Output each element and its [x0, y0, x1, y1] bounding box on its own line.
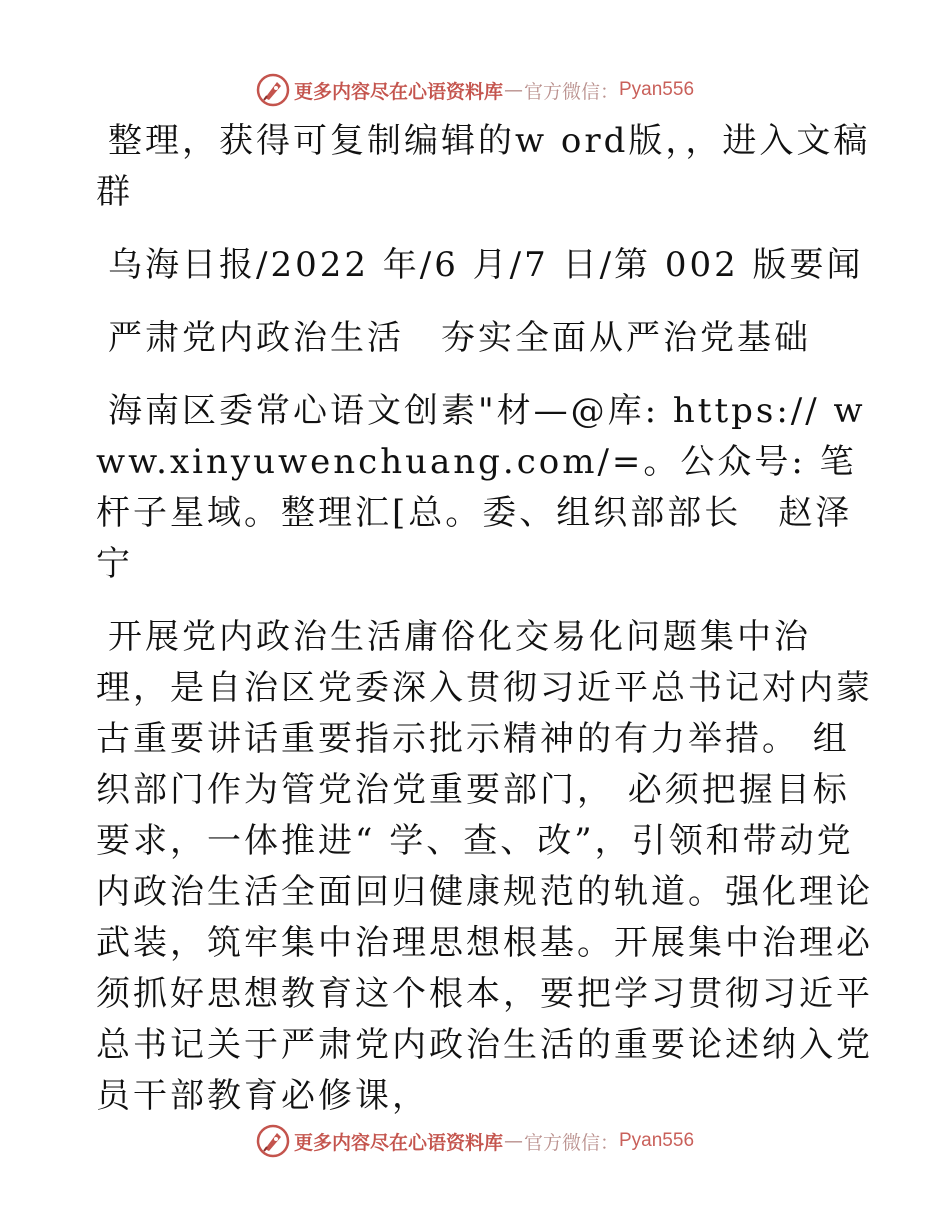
banner-separator: — [503, 79, 523, 101]
article-byline: 海南区委常心语文创素"材—@库: https:// www.xinyuwenchuang.com/=。公众号: 笔杆子星域。整理汇[总。委、组织部部长 赵泽宁 [96, 391, 866, 584]
banner-wechat-account: Pyan556 [619, 1130, 695, 1151]
article-body-paragraph: 开展党内政治生活庸俗化交易化问题集中治理，是自治区党委深入贯彻习近平总书记对内蒙古重要讲话重要指示批示精神的有力举措。 组织部门作为管党治党重要部门， 必须把握目标要求，一体推进“ 学、查、改”，引领和带动党内政治生活全面回归健康规范的轨道。强化理论武装，筑牢集中治理思想根基。开展集中治理必须抓好思想教育这个根本，要把学习贯彻习近平总书记关于严肃党内政治生活的重要论述纳入党员干部教育必修课， [96, 617, 873, 1116]
banner-wechat-label: 官方微信： [523, 1131, 619, 1154]
banner-brand-text: 更多内容尽在心语资料库 [293, 1131, 503, 1154]
article-headline: 严肃党内政治生活 夯实全面从严治党基础 [108, 318, 811, 358]
document-body [96, 116, 876, 1122]
pen-nib-logo-icon [256, 1124, 290, 1158]
intro-paragraph: 整理，获得可复制编辑的w ord版，，进入文稿群 [96, 121, 871, 212]
footer-banner [0, 1121, 950, 1161]
banner-wechat-label: 官方微信： [523, 80, 619, 103]
header-banner [0, 70, 950, 110]
source-line: 乌海日报/2022 年/6 月/7 日/第 002 版要闻 [108, 245, 864, 285]
banner-brand-text: 更多内容尽在心语资料库 [293, 80, 503, 103]
pen-nib-logo-icon [256, 73, 290, 107]
banner-separator: — [503, 1130, 523, 1152]
banner-wechat-account: Pyan556 [619, 79, 695, 100]
